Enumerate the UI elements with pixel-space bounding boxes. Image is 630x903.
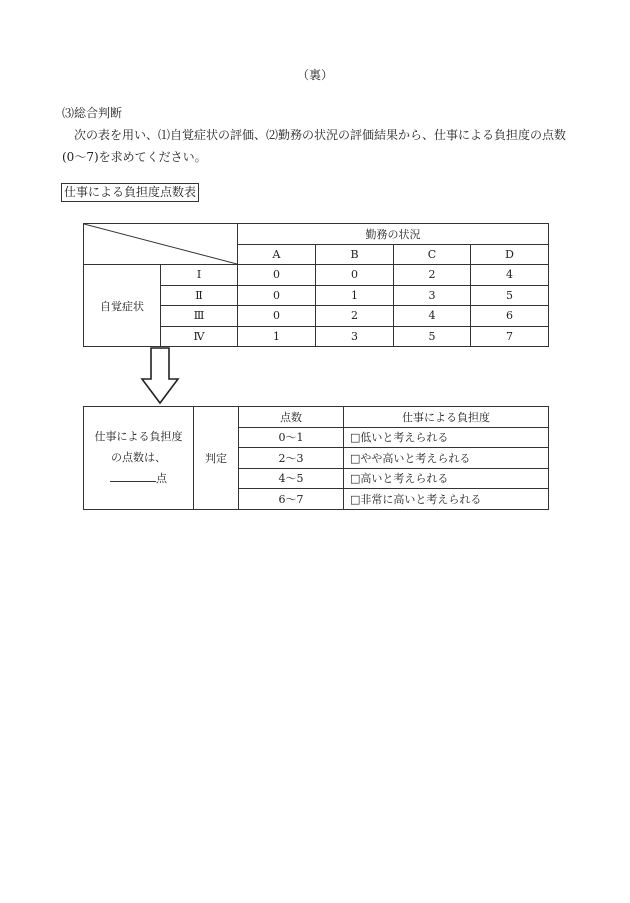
judgement-table bbox=[83, 406, 549, 510]
col-header-b: B bbox=[316, 244, 394, 265]
score-table bbox=[83, 223, 549, 347]
row-label: Ⅰ bbox=[161, 265, 238, 286]
burden-option bbox=[344, 448, 549, 469]
burden-option-label: 低いと考えられる bbox=[360, 431, 449, 445]
table-cell: 1 bbox=[316, 285, 394, 306]
table-cell: 0 bbox=[316, 265, 394, 286]
table-row bbox=[84, 265, 549, 286]
diagonal-line bbox=[84, 224, 237, 264]
result-line-2: の点数は、 bbox=[111, 451, 166, 465]
checkbox[interactable]: □ bbox=[350, 451, 361, 465]
col-group-header: 勤務の状況 bbox=[238, 224, 549, 245]
burden-option bbox=[344, 427, 549, 448]
checkbox[interactable]: □ bbox=[350, 472, 361, 486]
burden-option-label: やや高いと考えられる bbox=[360, 451, 471, 465]
table-cell: 3 bbox=[316, 326, 394, 347]
down-arrow-icon bbox=[140, 347, 180, 405]
col-header-c: C bbox=[394, 244, 471, 265]
row-label: Ⅲ bbox=[161, 306, 238, 327]
instruction-text: 次の表を用い、⑴自覚症状の評価、⑵勤務の状況の評価結果から、仕事による負担度の点数(0～7)を求めてください。 bbox=[62, 128, 567, 164]
table-cell: 2 bbox=[316, 306, 394, 327]
table-cell: 4 bbox=[394, 306, 471, 327]
judgement-label: 判定 bbox=[194, 407, 239, 510]
burden-option-label: 高いと考えられる bbox=[360, 472, 449, 486]
score-table-title: 仕事による負担度点数表 bbox=[61, 183, 199, 202]
table-cell: 0 bbox=[238, 265, 316, 286]
score-range: 4～5 bbox=[239, 468, 344, 489]
row-label: Ⅳ bbox=[161, 326, 238, 347]
table-cell: 5 bbox=[394, 326, 471, 347]
result-cell bbox=[84, 407, 194, 510]
score-range: 6～7 bbox=[239, 489, 344, 510]
row-group-header: 自覚症状 bbox=[84, 265, 161, 347]
table-cell: 5 bbox=[471, 285, 549, 306]
result-unit: 点 bbox=[156, 472, 167, 486]
diagonal-header-cell bbox=[84, 224, 238, 265]
table-cell: 0 bbox=[238, 285, 316, 306]
burden-header: 仕事による負担度 bbox=[344, 407, 549, 428]
score-range: 2～3 bbox=[239, 448, 344, 469]
checkbox[interactable]: □ bbox=[350, 492, 361, 506]
table-cell: 2 bbox=[394, 265, 471, 286]
table-cell: 7 bbox=[471, 326, 549, 347]
col-header-a: A bbox=[238, 244, 316, 265]
table-cell: 4 bbox=[471, 265, 549, 286]
page-header: （裏） bbox=[296, 68, 333, 82]
table-cell: 1 bbox=[238, 326, 316, 347]
row-label: Ⅱ bbox=[161, 285, 238, 306]
table-cell: 6 bbox=[471, 306, 549, 327]
burden-option bbox=[344, 489, 549, 510]
score-range: 0～1 bbox=[239, 427, 344, 448]
burden-option-label: 非常に高いと考えられる bbox=[360, 492, 482, 506]
burden-option bbox=[344, 468, 549, 489]
section-title: ⑶総合判断 bbox=[62, 106, 123, 120]
col-header-d: D bbox=[471, 244, 549, 265]
checkbox[interactable]: □ bbox=[350, 431, 361, 445]
table-cell: 0 bbox=[238, 306, 316, 327]
table-cell: 3 bbox=[394, 285, 471, 306]
score-blank-field[interactable] bbox=[110, 469, 156, 482]
result-line-1: 仕事による負担度 bbox=[94, 430, 183, 444]
score-header: 点数 bbox=[239, 407, 344, 428]
